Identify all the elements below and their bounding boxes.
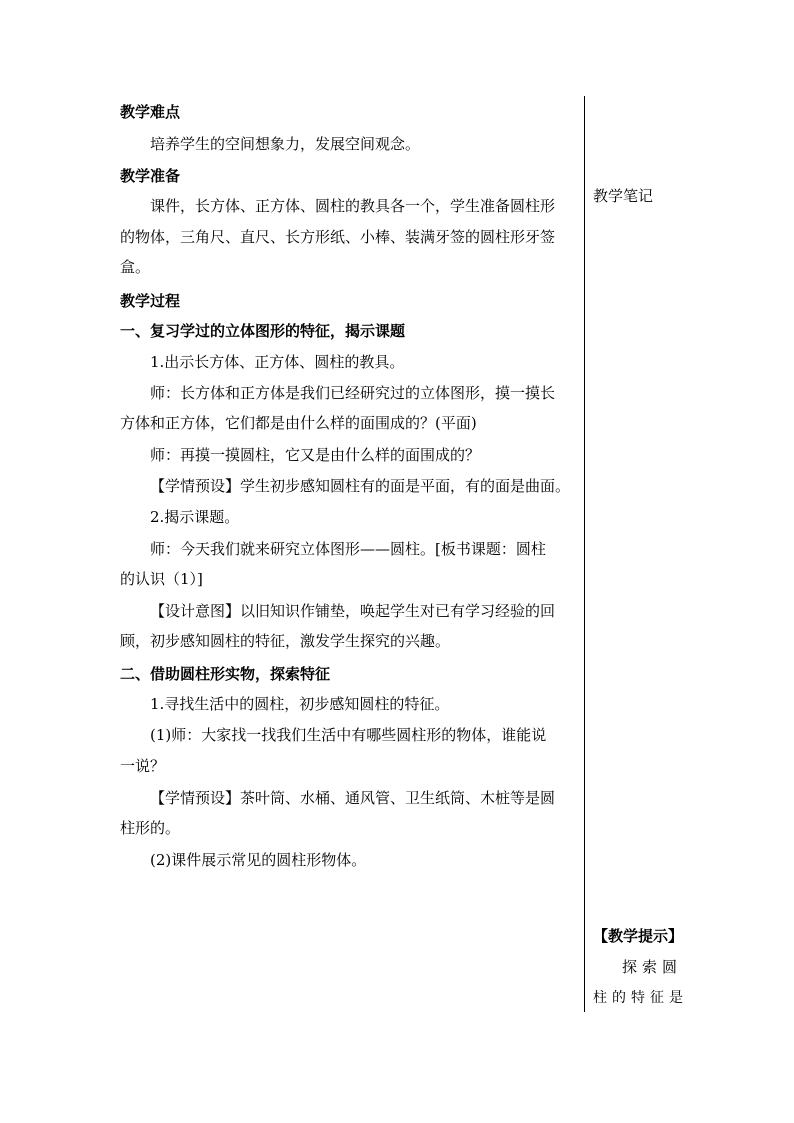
part1-line-4: 师：再摸一摸圆柱，它又是由什么样的面围成的？: [150, 446, 481, 464]
part2-title: 二、借助圆柱形实物，探索特征: [120, 665, 331, 683]
part1-line-5: 【学情预设】学生初步感知圆柱有的面是平面，有的面是曲面。: [150, 477, 571, 495]
part1-line-10: 顾，初步感知圆柱的特征，激发学生探究的兴趣。: [120, 632, 451, 650]
part1-line-6: 2.揭示课题。: [150, 508, 240, 526]
part2-line-4: 【学情预设】茶叶筒、水桶、通风管、卫生纸筒、木桩等是圆: [150, 789, 556, 807]
part1-line-1: 1.出示长方体、正方体、圆柱的教具。: [150, 353, 405, 371]
part1-title: 一、复习学过的立体图形的特征，揭示课题: [120, 322, 406, 340]
tip-line-2: 柱的特征是: [593, 990, 688, 1006]
preparation-line-3: 盒。: [120, 258, 151, 276]
part2-line-2: (1)师：大家找一找我们生活中有哪些圆柱形的物体，谁能说: [150, 726, 547, 744]
notes-label: 教学笔记: [593, 187, 654, 205]
part1-line-2: 师：长方体和正方体是我们已经研究过的立体图形，摸一摸长: [150, 384, 556, 402]
part1-line-3: 方体和正方体，它们都是由什么样的面围成的？(平面): [120, 414, 477, 432]
difficulty-text: 培养学生的空间想象力，发展空间观念。: [150, 135, 421, 153]
part2-line-6: (2)课件展示常见的圆柱形物体。: [150, 851, 367, 869]
part2-line-5: 柱形的。: [120, 819, 181, 837]
part2-line-1: 1.寻找生活中的圆柱，初步感知圆柱的特征。: [150, 695, 450, 713]
margin-divider: [584, 96, 585, 1012]
preparation-line-1: 课件，长方体、正方体、圆柱的教具各一个，学生准备圆柱形: [150, 197, 556, 215]
part1-line-7: 师：今天我们就来研究立体图形——圆柱。[板书课题：圆柱: [150, 540, 546, 558]
tip-line-1: 探索圆: [622, 958, 683, 976]
tip-label: 【教学提示】: [593, 927, 684, 945]
heading-preparation: 教学准备: [120, 167, 181, 185]
heading-process: 教学过程: [120, 292, 181, 310]
part1-line-8: 的认识（1）]: [120, 570, 203, 588]
part2-line-3: 一说？: [120, 757, 166, 775]
preparation-line-2: 的物体，三角尺、直尺、长方形纸、小棒、装满牙签的圆柱形牙签: [120, 228, 556, 246]
heading-difficulty: 教学难点: [120, 103, 181, 121]
part1-line-9: 【设计意图】以旧知识作铺垫，唤起学生对已有学习经验的回: [150, 602, 556, 620]
